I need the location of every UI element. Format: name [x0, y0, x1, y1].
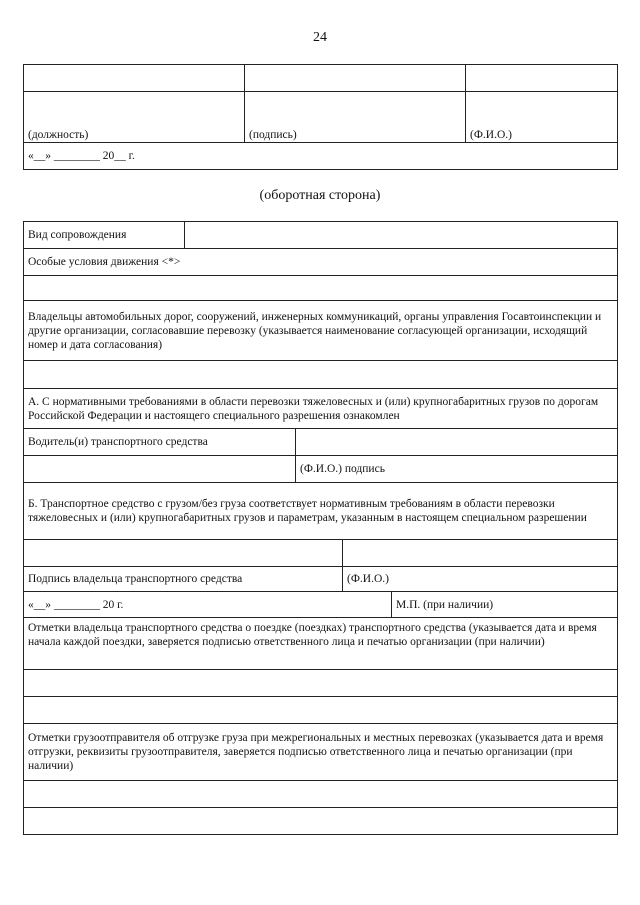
- special-conditions-field[interactable]: [24, 276, 618, 301]
- signature-table: [23, 64, 618, 170]
- owners-approval-text: Владельцы автомобильных дорог, сооружений, инженерных коммуникаций, органы управления Госавтоинспекции и другие организации, согласовавшие перевозку (указывается наименование согласующей организации, исходящий номер и дата согласования): [24, 301, 618, 361]
- owners-approval-field[interactable]: [24, 361, 618, 389]
- fio-cell-top: [466, 65, 618, 92]
- reverse-side-title: (оборотная сторона): [259, 188, 381, 203]
- shipper-notes-field-1[interactable]: [24, 781, 618, 808]
- page-number: 24: [313, 30, 327, 45]
- special-conditions-label: Особые условия движения <*>: [24, 249, 618, 276]
- shipper-notes-text: Отметки грузоотправителя об отгрузке груза при межрегиональных и местных перевозках (указывается дата и время отгрузки, реквизиты грузоотправителя, заверяется подписью ответственного лица и печатью организации (при наличии): [24, 724, 618, 781]
- shipper-notes-field-2[interactable]: [24, 808, 618, 835]
- driver-signature-field[interactable]: [24, 456, 296, 483]
- escort-type-label: Вид сопровождения: [24, 222, 185, 249]
- signature-label: (подпись): [245, 92, 466, 143]
- driver-fio-signature-label: (Ф.И.О.) подпись: [296, 456, 618, 483]
- signature-date-line: «__» ________ 20__ г.: [24, 143, 618, 170]
- position-label: (должность): [24, 92, 245, 143]
- escort-type-field[interactable]: [185, 222, 618, 249]
- owner-signature-field[interactable]: [24, 540, 343, 567]
- fio-label: (Ф.И.О.): [466, 92, 618, 143]
- driver-label: Водитель(и) транспортного средства: [24, 429, 296, 456]
- owner-trip-notes-field-1[interactable]: [24, 670, 618, 697]
- owner-signature-label: Подпись владельца транспортного средства: [24, 567, 343, 592]
- reverse-side-form: [23, 221, 618, 835]
- owner-fio-label: (Ф.И.О.): [343, 567, 618, 592]
- position-cell-top: [24, 65, 245, 92]
- owner-trip-notes-text: Отметки владельца транспортного средства о поездке (поездках) транспортного средства (указывается дата и время начала каждой поездки, заверяется подписью ответственного лица и печатью организации (при наличии): [24, 618, 618, 670]
- signature-cell-top: [245, 65, 466, 92]
- section-b-text: Б. Транспортное средство с грузом/без груза соответствует нормативным требованиям в области перевозки тяжеловесных и (или) крупногабаритных грузов и параметрам, указанным в настоящем специальном разрешении: [24, 483, 618, 540]
- driver-field[interactable]: [296, 429, 618, 456]
- owner-fio-field[interactable]: [343, 540, 618, 567]
- form-date-line: «__» ________ 20 г.: [24, 592, 392, 618]
- section-a-text: А. С нормативными требованиями в области перевозки тяжеловесных и (или) крупногабаритных грузов по дорогам Российской Федерации и настоящего специального разрешения ознакомлен: [24, 389, 618, 429]
- owner-trip-notes-field-2[interactable]: [24, 697, 618, 724]
- stamp-label: М.П. (при наличии): [392, 592, 618, 618]
